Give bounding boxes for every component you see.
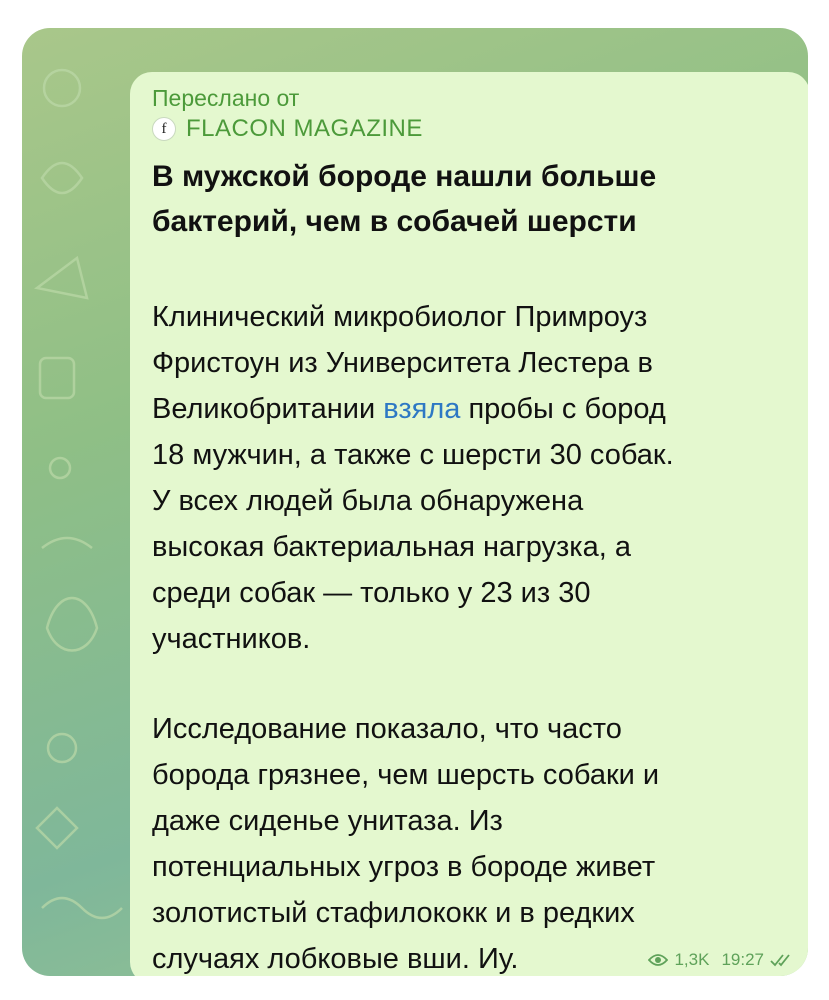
message-headline [152,154,792,244]
text-segment: Великобритании [152,393,384,425]
text-line: У всех людей была обнаружена [152,485,584,517]
text-line: золотистый стафилококк и в редких [152,897,635,929]
message-bubble[interactable] [130,72,808,976]
text-line: участников. [152,623,311,655]
headline-line: бактерий, чем в собачей шерсти [152,205,637,238]
headline-line: В мужской бороде нашли больше [152,160,657,193]
text-line: даже сиденье унитаза. Из [152,805,503,837]
text-line: случаях лобковые вши. Иу. [152,943,519,975]
text-line: Клинический микробиолог Примроуз [152,301,648,333]
text-line: потенциальных угроз в бороде живет [152,851,656,883]
text-line: Фристоун из Университета Лестера в [152,347,653,379]
text-segment: пробы с бород [460,393,666,425]
view-count: 1,3K [674,950,710,969]
bubble-tail [794,944,808,976]
chat-background [22,28,808,976]
source-link[interactable]: взяла [383,393,461,425]
text-line: 18 мужчин, а также с шерсти 30 собак. [152,439,674,471]
eye-icon [648,953,668,967]
double-check-icon [770,953,792,967]
text-line: высокая бактериальная нагрузка, а [152,531,631,563]
forwarded-label: Переслано от [152,85,300,111]
channel-avatar: f [152,117,176,141]
text-line: Исследование показало, что часто [152,713,622,745]
message-meta [648,950,792,970]
channel-name[interactable]: FLACON MAGAZINE [186,115,423,142]
text-line [152,386,802,432]
message-time: 19:27 [721,950,764,969]
message-paragraph [152,294,802,662]
text-line: среди собак — только у 23 из 30 [152,577,591,609]
message-paragraph [152,706,802,976]
forward-source[interactable] [152,114,423,144]
text-line: борода грязнее, чем шерсть собаки и [152,759,660,791]
